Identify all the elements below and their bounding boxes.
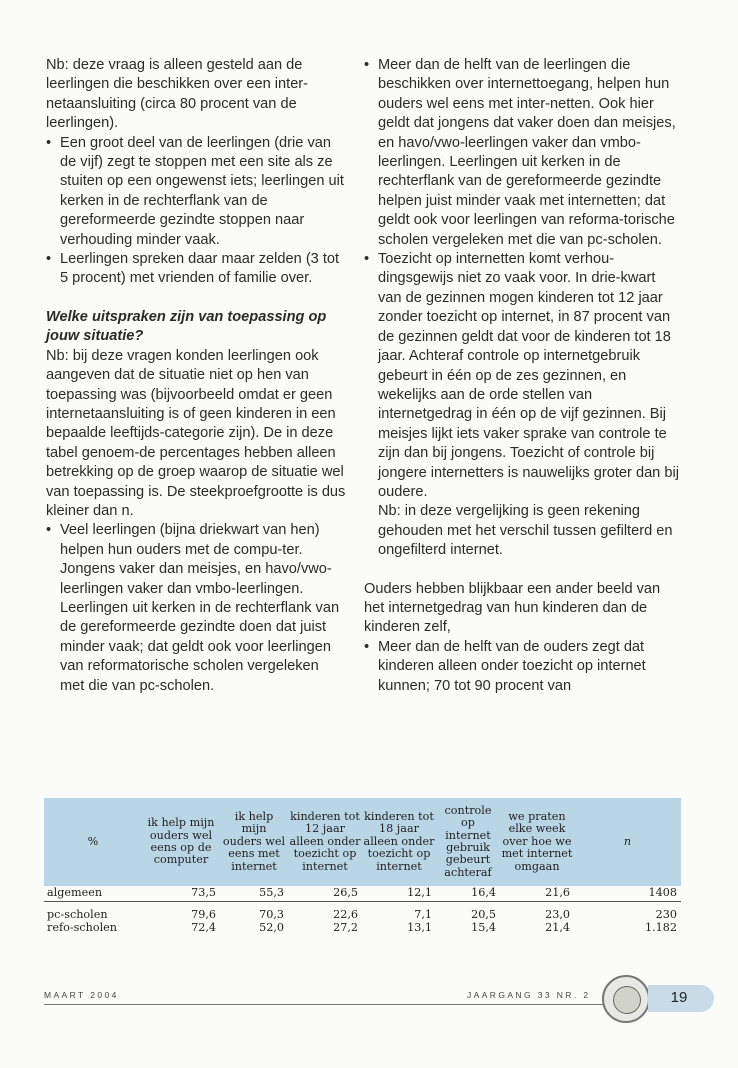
page-number: 19 [670, 989, 688, 1006]
header-percent: % [44, 798, 142, 886]
header-help-computer: ik help mijn ouders wel eens op de computer [142, 798, 220, 886]
bullet-stop-site: • Een groot deel van de leerlingen (drie van de vijf) zegt te stoppen met een site als ze stuiten op een ongewenst iets; leerlingen uit kerken in de rechterflank van de gereformeerde gezindte stoppen naar verhouding minder vaak. [46, 134, 346, 250]
row-label: algemeen [44, 886, 142, 902]
table-row [44, 921, 681, 934]
table-cell: 26,5 [288, 886, 362, 902]
table-row [44, 886, 681, 902]
table-cell: 230 [655, 908, 677, 921]
table-row [44, 902, 681, 922]
table-cell: 70,3 [259, 908, 284, 921]
bullet-help-parents-internet: • Meer dan de helft van de leerlingen die beschikken over internettoegang, helpen hun ouders wel eens met inter-netten. Ook hier geldt dat jongens dat vaker doen dan meisjes, en havo/vwo-leerlingen vaker dan vmbo-leerlingen. Leerlingen uit kerken in de rechterflank van de gereformeerde gezindte helpen juist minder vaak met internetten; dat geldt ook voor leerlingen van reforma-torische scholen vergeleken met die van pc-scholen. [364, 56, 682, 250]
bullet-supervision: • Toezicht op internetten komt verhou-dingsgewijs niet zo vaak voor. In drie-kwart van de gezinnen mogen kinderen tot 12 jaar zonder toezicht op internet, in 87 procent van de gezinnen geldt dat voor de kinderen tot 18 jaar. Achteraf controle op internetgebruik gebeurt in één op de zes gezinnen, en wekelijks aan de orde stellen van internetgedrag in één op de vijf gezinnen. Bij meisjes lijkt iets vaker sprake van controle te zijn dan bij jongens. Toezicht of controle bij jongere internetters is nauwelijks groter dan bij oudere. [364, 250, 682, 502]
nb-note-3: Nb: in deze vergelijking is geen rekening gehouden met het verschil tussen gefilterd en ongefilterd internet. [378, 503, 673, 559]
bullet-talk-friends: • Leerlingen spreken daar maar zelden (3 tot 5 procent) met vrienden of familie over. [46, 250, 346, 289]
table-cell: 12,1 [362, 886, 436, 902]
table-cell: 73,5 [142, 886, 220, 902]
table-cell: 55,3 [220, 886, 288, 902]
parents-paragraph: Ouders hebben blijkbaar een ander beeld van het internetgedrag van hun kinderen dan de kinderen zelf, [364, 580, 661, 636]
table-header-row [44, 798, 681, 886]
left-column [46, 56, 346, 696]
table-cell: 21,6 [500, 886, 574, 902]
table-cell: 1.182 [644, 921, 677, 934]
section-heading: Welke uitspraken zijn van toepassing op jouw situatie? [46, 308, 327, 345]
table-cell: 52,0 [259, 921, 284, 934]
header-weekly-talk: we praten elke week over hoe we met internet omgaan [500, 798, 574, 886]
table-cell: 21,4 [545, 921, 570, 934]
table-cell: 7,1 [414, 908, 432, 921]
header-supervision-12: kinderen tot 12 jaar alleen onder toezicht op internet [288, 798, 362, 886]
bullet-parents-say: • Meer dan de helft van de ouders zegt dat kinderen alleen onder toezicht op internet kunnen; 70 tot 90 procent van [364, 638, 682, 696]
header-control-afterwards: controle op internet gebruik gebeurt achteraf [436, 798, 500, 886]
table-cell: 15,4 [471, 921, 496, 934]
page-number-tab [648, 985, 714, 1012]
header-help-internet: ik help mijn ouders wel eens met internet [220, 798, 288, 886]
table-cell: 1408 [574, 886, 681, 902]
footer-volume: JAARGANG 33 NR. 2 [467, 990, 591, 1000]
row-label: refo-scholen [47, 921, 117, 934]
bullet-help-parents-computer: • Veel leerlingen (bijna driekwart van hen) helpen hun ouders met de compu-ter. Jongens vaker dan meisjes, en havo/vwo-leerlingen vaker dan vmbo-leerlingen. Leerlingen uit kerken in de rechterflank van de gereformeerde gezindte doen dat juist minder vaak; dat geldt ook voor leerlingen van reformatorische scholen vergeleken met die van pc-scholen. [46, 521, 346, 696]
footer-date: MAART 2004 [44, 990, 119, 1000]
table-cell: 27,2 [333, 921, 358, 934]
survey-table [44, 798, 681, 934]
header-n: n [574, 798, 681, 886]
nb-note-1: Nb: deze vraag is alleen gesteld aan de leerlingen die beschikken over een inter-netaansluiting (circa 80 procent van de leerlingen). [46, 57, 309, 132]
table-cell: 20,5 [471, 908, 496, 921]
nb-note-2: Nb: bij deze vragen konden leerlingen ook aangeven dat de situatie niet op hen van toepassing was (bijvoorbeeld omdat er geen internetaansluiting is of geen kinderen in een bepaalde leeftijds-categorie zijn). De in deze tabel genoem-de percentages hebben alleen betrekking op de groep waarop de situatie wel van toepassing is. De steekproefgrootte is dus kleiner dan n. [46, 347, 346, 519]
table-cell: 13,1 [407, 921, 432, 934]
table-cell: 16,4 [436, 886, 500, 902]
table-cell: 23,0 [545, 908, 570, 921]
table-cell: 72,4 [191, 921, 216, 934]
footer-rule [44, 1004, 604, 1005]
right-column [364, 56, 682, 696]
row-label: pc-scholen [47, 908, 108, 921]
table-cell: 79,6 [191, 908, 216, 921]
seal-logo-icon [602, 975, 650, 1023]
table-cell: 22,6 [333, 908, 358, 921]
header-supervision-18: kinderen tot 18 jaar alleen onder toezicht op internet [362, 798, 436, 886]
